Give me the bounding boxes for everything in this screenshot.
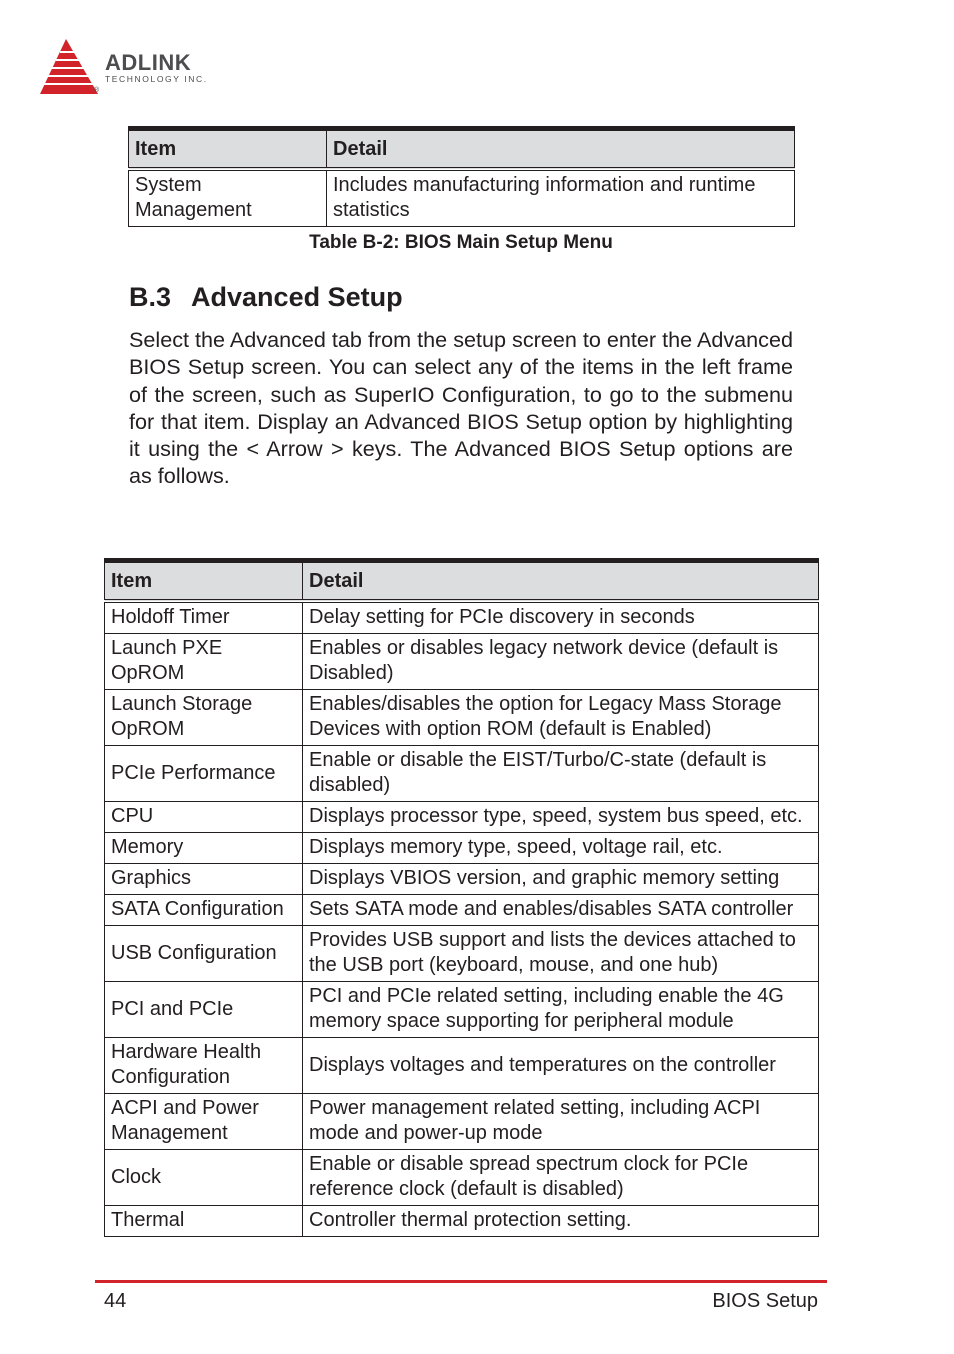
cell-item: Memory: [105, 833, 303, 864]
cell-detail: Enables/disables the option for Legacy Mass Storage Devices with option ROM (default is Enabled): [303, 690, 819, 746]
cell-item: PCIe Performance: [105, 746, 303, 802]
cell-detail: Includes manufacturing information and runtime statistics: [327, 169, 795, 227]
cell-detail: Delay setting for PCIe discovery in seconds: [303, 601, 819, 634]
table-row: [105, 864, 819, 895]
page-number: 44: [104, 1290, 127, 1312]
cell-detail: Enables or disables legacy network device (default is Disabled): [303, 634, 819, 690]
cell-item: Hardware Health Configuration: [105, 1038, 303, 1094]
cell-detail: Enable or disable spread spectrum clock for PCIe reference clock (default is disabled): [303, 1150, 819, 1206]
cell-item: PCI and PCIe: [105, 982, 303, 1038]
cell-detail: Enable or disable the EIST/Turbo/C-state (default is disabled): [303, 746, 819, 802]
table-caption: Table B-2: BIOS Main Setup Menu: [309, 232, 613, 253]
header-item: Item: [129, 129, 327, 170]
company-logo: [38, 36, 238, 100]
header-detail: Detail: [303, 561, 819, 602]
cell-item: Holdoff Timer: [105, 601, 303, 634]
cell-detail: Power management related setting, including ACPI mode and power-up mode: [303, 1094, 819, 1150]
cell-item: Launch Storage OpROM: [105, 690, 303, 746]
table-row: [105, 833, 819, 864]
section-heading: [129, 282, 403, 313]
table-header-row: [129, 129, 795, 170]
table-row: [105, 926, 819, 982]
table-row: [105, 1094, 819, 1150]
table-row: [105, 1038, 819, 1094]
section-title: Advanced Setup: [191, 282, 403, 312]
footer-rule: [95, 1280, 827, 1283]
cell-item: Graphics: [105, 864, 303, 895]
cell-detail: Provides USB support and lists the devices attached to the USB port (keyboard, mouse, and one hub): [303, 926, 819, 982]
advanced-setup-table: [104, 558, 819, 1237]
logo-registered-mark: ®: [94, 87, 100, 94]
cell-item: Thermal: [105, 1206, 303, 1237]
cell-detail: Controller thermal protection setting.: [303, 1206, 819, 1237]
table-header-row: [105, 561, 819, 602]
cell-item: ACPI and Power Management: [105, 1094, 303, 1150]
table-row: [105, 601, 819, 634]
table-row: [105, 690, 819, 746]
header-detail: Detail: [327, 129, 795, 170]
footer-title: BIOS Setup: [712, 1290, 818, 1312]
table-row: [105, 895, 819, 926]
cell-item: SATA Configuration: [105, 895, 303, 926]
table-row: [105, 982, 819, 1038]
cell-item: System Management: [129, 169, 327, 227]
cell-item: CPU: [105, 802, 303, 833]
cell-detail: Displays voltages and temperatures on the controller: [303, 1038, 819, 1094]
table-row: [105, 634, 819, 690]
table-row: [105, 802, 819, 833]
logo-tagline: TECHNOLOGY INC.: [105, 74, 208, 84]
logo-pyramid-icon: [38, 36, 102, 98]
header-item: Item: [105, 561, 303, 602]
cell-item: Clock: [105, 1150, 303, 1206]
cell-detail: Sets SATA mode and enables/disables SATA controller: [303, 895, 819, 926]
cell-detail: Displays processor type, speed, system bus speed, etc.: [303, 802, 819, 833]
logo-wordmark: ADLINK: [105, 50, 192, 75]
cell-item: Launch PXE OpROM: [105, 634, 303, 690]
table-row: [105, 746, 819, 802]
cell-detail: Displays VBIOS version, and graphic memory setting: [303, 864, 819, 895]
table-row: [129, 169, 795, 227]
cell-detail: PCI and PCIe related setting, including enable the 4G memory space supporting for peripheral module: [303, 982, 819, 1038]
bios-main-setup-table: [128, 126, 795, 227]
table-row: [105, 1206, 819, 1237]
cell-item: USB Configuration: [105, 926, 303, 982]
table-row: [105, 1150, 819, 1206]
cell-detail: Displays memory type, speed, voltage rail, etc.: [303, 833, 819, 864]
section-number: B.3: [129, 282, 172, 312]
section-body: Select the Advanced tab from the setup screen to enter the Advanced BIOS Setup screen. You can select any of the items in the left frame of the screen, such as SuperIO Configuration, to go to the submenu for that item. Display an Advanced BIOS Setup option by highlighting it using the < Arrow > keys. The Advanced BIOS Setup options are as follows.: [129, 327, 793, 489]
